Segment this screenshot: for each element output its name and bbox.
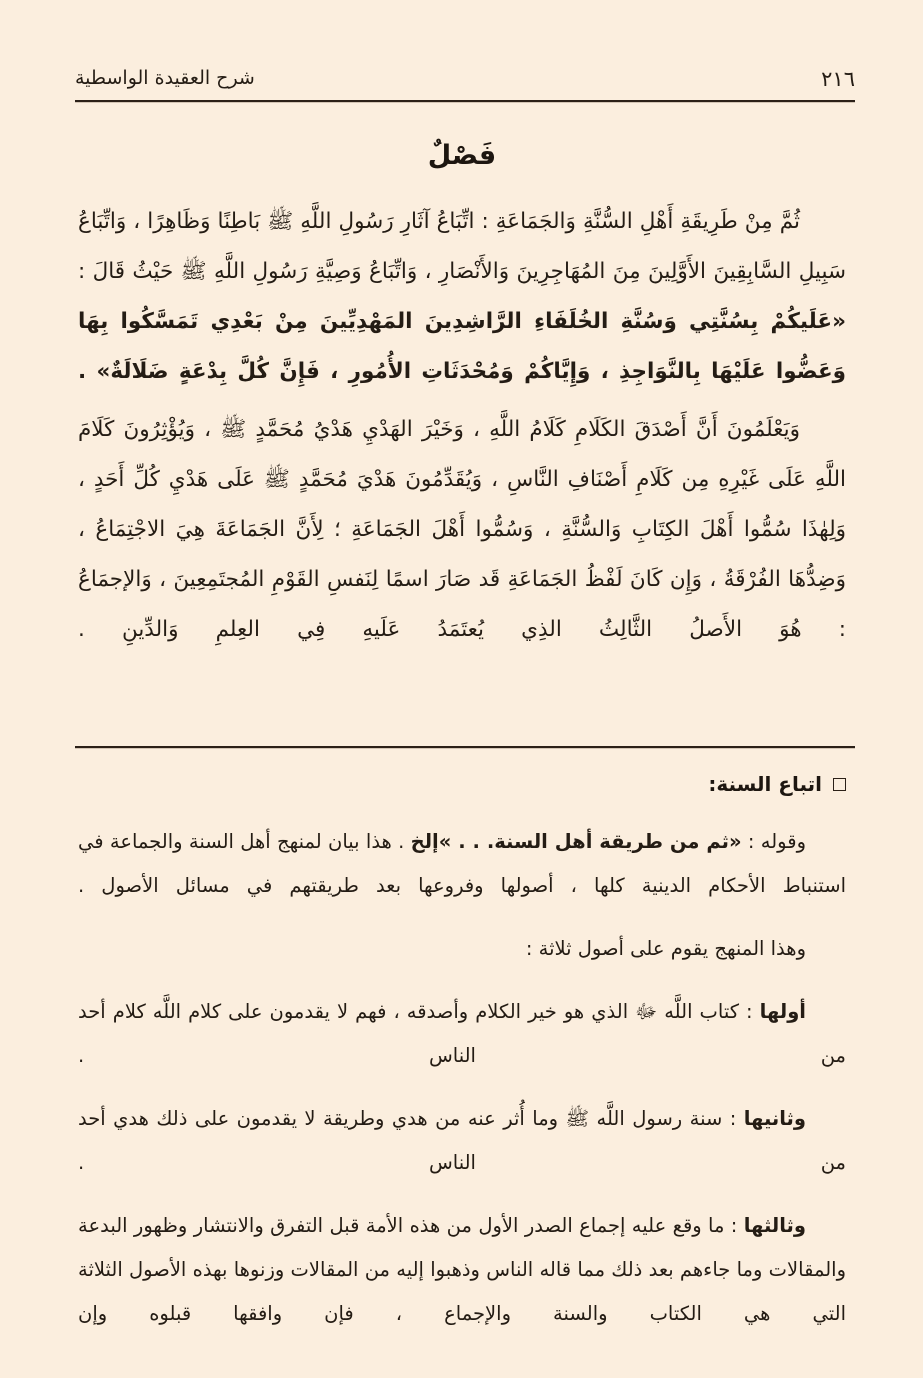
commentary-paragraph-rest: . هذا بيان لمنهج أهل السنة والجماعة في استنباط الأحكام الدينية كلها ، أصولها وفروعها بعد طريقتهم في مسائل الأصول . — [78, 830, 846, 897]
commentary-paragraph-rest: : ما وقع عليه إجماع الصدر الأول من هذه الأمة قبل التفرق والانتشار وظهور البدعة والمقالات وما جاءهم بعد ذلك مما قاله الناس وذهبوا إليه من المقالات وزنوها بهذه الأصول الثلاثة التي هي الكتاب والسنة والإجماع ، فإن وافقها قبلوه وإن — [78, 1214, 846, 1325]
commentary-lead-label: وثانيها — [743, 1107, 806, 1130]
commentary-heading-label: اتباع السنة: — [708, 772, 822, 796]
matn-paragraph-2: وَيَعْلَمُونَ أَنَّ أَصْدَقَ الكَلَامِ كَلَامُ اللَّهِ ، وَخَيْرَ الهَدْيِ هَدْيُ مُحَمَّدٍ ﷺ ، وَيُؤْثِرُونَ كَلَامَ اللَّهِ عَلَى غَيْرِهِ مِن كَلَامِ أَصْنَافِ النَّاسِ ، وَيُقَدِّمُونَ هَدْيَ مُحَمَّدٍ ﷺ عَلَى هَدْيِ كُلِّ أَحَدٍ ، وَلِهٰذَا سُمُّوا أَهْلَ الكِتَابِ وَالسُّنَّةِ ، وَسُمُّوا أَهْلَ الجَمَاعَةِ ؛ لِأَنَّ الجَمَاعَةَ هِيَ الاجْتِمَاعُ ، وَضِدُّهَا الفُرْقَةُ ، وَإِن كَانَ لَفْظُ الجَمَاعَةِ قَد صَارَ اسمًا لِنَفسِ القَوْمِ المُجتَمِعِينَ ، وَالإجمَاعُ : هُوَ الأَصلُ الثَّالِثُ الذِي يُعتَمَدُ عَلَيهِ فِي العِلمِ وَالدِّينِ . — [78, 417, 846, 642]
hadith-quote: «عَلَيكُمْ بِسُنَّتِي وَسُنَّةِ الخُلَفَاءِ الرَّاشِدِينَ المَهْدِيِّينَ مِنْ بَعْدِي تَمَسَّكُوا بِهَا وَعَضُّوا عَلَيْهَا بِالنَّوَاجِذِ ، وَإِيَّاكُمْ وَمُحْدَثَاتِ الأُمُورِ ، فَإِنَّ كُلَّ بِدْعَةٍ ضَلَالَةٌ» . — [78, 309, 846, 384]
page-number: ٢١٦ — [821, 67, 855, 91]
commentary-lead-label: أولها — [759, 1000, 806, 1023]
commentary-paragraph-rest: : سنة رسول اللَّه ﷺ وما أُثر عنه من هدي وطريقة لا يقدمون على ذلك هدي أحد من الناس . — [78, 1107, 846, 1174]
header-divider-rule — [75, 100, 855, 102]
matn-section — [78, 140, 846, 655]
commentary-paragraph-rest: وهذا المنهج يقوم على أصول ثلاثة : — [525, 937, 806, 960]
matn-paragraph-1 — [78, 197, 846, 397]
matn-paragraph-1-text: ثُمَّ مِنْ طَرِيقَةِ أَهْلِ السُّنَّةِ وَالجَمَاعَةِ : اتِّبَاعُ آثَارِ رَسُولِ اللَّهِ ﷺ بَاطِنًا وَظَاهِرًا ، وَاتِّبَاعُ سَبِيلِ السَّابِقِينَ الأَوَّلِينَ مِنَ المُهَاجِرِينَ وَالأَنْصَارِ ، وَاتِّبَاعُ وَصِيَّةِ رَسُولِ اللَّهِ ﷺ حَيْثُ قَالَ : — [78, 209, 846, 284]
commentary-bold-quote: «ثم من طريقة أهل السنة. . . »إلخ — [410, 830, 742, 853]
commentary-lead-label: وثالثها — [743, 1214, 806, 1237]
page-header — [75, 58, 855, 100]
empty-square-bullet-icon — [833, 778, 846, 791]
commentary-paragraph — [78, 1097, 846, 1185]
commentary-paragraph — [78, 1204, 846, 1336]
commentary-heading — [78, 772, 846, 796]
commentary-paragraph — [78, 820, 846, 908]
commentary-paragraph-prefix: وقوله : — [741, 830, 806, 853]
commentary-paragraph — [78, 990, 846, 1078]
book-title-header: شرح العقيدة الواسطية — [75, 67, 255, 89]
matn-commentary-divider-rule — [75, 746, 855, 748]
commentary-section — [78, 772, 846, 1355]
commentary-paragraph-rest: : كتاب اللَّه ﷻ الذي هو خير الكلام وأصدقه ، فهم لا يقدمون على كلام اللَّه كلام أحد من الناس . — [78, 1000, 846, 1067]
commentary-paragraph — [78, 927, 846, 971]
section-title-fasl: فَصْلٌ — [427, 140, 497, 171]
